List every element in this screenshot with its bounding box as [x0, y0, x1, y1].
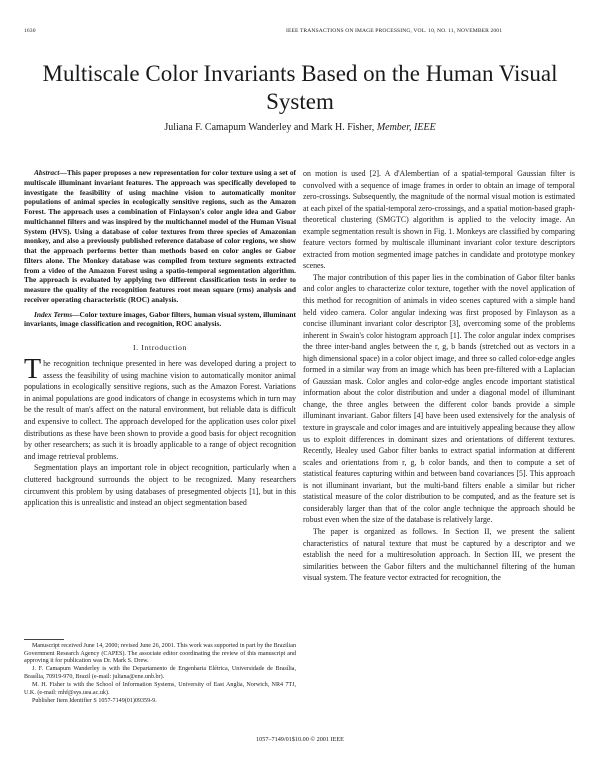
right-paragraph-1: on motion is used [2]. A d'Alembertian of a spatial-temporal Gaussian filter is convolved with a sequence of image frames in order to obtain an image of temporal zero-crossings. Subsequently, the magnitude of the normal visual motion is estimated at each pixel of the spatial-temporal zero-crossings, and a spatial motion-based graph-theoretical clustering (SMGTC) algorithm is applied to the velocity image. An example segmentation result is shown in Fig. 1. Monkeys are classified by comparing feature vectors formed by multiscale illuminant invariant color texture descriptors extracted from motion segmented image patches in candidate and prototype monkey scenes.: [303, 169, 575, 271]
author-membership: Member, IEEE: [376, 122, 436, 133]
journal-header: IEEE TRANSACTIONS ON IMAGE PROCESSING, VOL. 10, NO. 11, NOVEMBER 2001: [286, 28, 503, 34]
page-number: 1630: [24, 28, 36, 34]
abstract: [24, 168, 296, 305]
footnote-publisher-id: Publisher Item Identifier S 1057-7149(01)09359-9.: [32, 697, 157, 704]
author-names: Juliana F. Camapum Wanderley and Mark H. Fisher,: [164, 122, 377, 133]
intro-paragraph-2: Segmentation plays an important role in object recognition, particularly when a cluttered background surrounds the object to be recognized. Many researchers circumvent this problem by using databases of presegmented objects [1], but in this application this is unrealistic and instead an object segmentation based: [24, 463, 296, 508]
footnote-author-2: M. H. Fisher is with the School of Information Systems, University of East Anglia, Norwich, NR4 7TJ, U.K. (e-mail: mhf@sys.uea.ac.uk).: [24, 681, 296, 696]
right-paragraph-2: The major contribution of this paper lies in the combination of Gabor filter banks and color angles to characterize color texture, together with the novel application of this method for recognition of animals in video scenes captured with a simple hand held video camera. Color angular indexing was first proposed by Finlayson as a concise illuminant invariant color descriptor [3], overcoming some of the problems inherent in Swain's color histogram approach [1]. The color angular index comprises the three inter-band angles between the r, g, b bands (stretched out as vectors in a high dimensional space) in a color object image, and three so called color-edge angles formed in a similar way from an image which has been pre-filtered with a Laplacian of Gaussian mask. Color angles and color-edge angles encode important statistical information about the color distribution and under a diagonal model of illuminant change, the three angles between the different color bands provide a simple illuminant invariant. Gabor filters [4] have been used extensively for the analysis of texture in grayscale and color images and are intuitively appealing because they allow us to exploit differences in dominant sizes and orientations of different textures. Recently, Healey used Gabor filter banks to extract spatial information at different scales and orientations from r, g, b color bands, and then to compute a set of statistical features capturing within and between band covariances [5]. This approach is not illuminant invariant, but the multi-band filters enable a similar but richer statistical measure of the color distribution to be computed, and as the feature set is considerably larger than that of the color angle technique the approach should be robust even when the size of the database is relatively large.: [303, 272, 575, 525]
index-terms-text: Color texture images, Gabor filters, human visual system, illuminant invariants, image classification and recognition, ROC analysis.: [24, 309, 296, 329]
footnotes: [24, 643, 296, 706]
intro-paragraph-1: The recognition technique presented in here was developed during a project to assess the feasibility of using machine vision to automatically monitor animal populations in ecologically sensitive regions, such as the Amazon Forest. Variations in animal populations are good indicators of change in ecosystems which in turn may be the result of man's affect on the natural environment, but reliable data is difficult and expensive to collect. The approach developed for the application uses color pixel distributions as these have been shown to provide a good basis for object recognition by other researchers; as such it is broadly applicable to a range of object recognition and image retrieval problems.: [24, 354, 296, 461]
index-terms: [24, 310, 296, 330]
footnote-manuscript: Manuscript received June 14, 2000; revised June 26, 2001. This work was supported in part by the Brazilian Government Research Agency (CAPES). The associate editor coordinating the review of this manuscript and approving it for publication was Dr. Mark S. Drew.: [24, 643, 296, 665]
footnote-rule: [24, 639, 64, 640]
right-paragraph-3: The paper is organized as follows. In Section II, we present the salient characteristics of natural texture that must be captured by a descriptor and we establish the need for a multiresolution approach. In Section III, we present the similarities between the Gabor filters and the multichannel filtering of the human visual system. The feature vector extracted for recognition, the: [303, 526, 575, 583]
footnote-author-1: J. F. Camapum Wanderley is with the Departamento de Engenharia Elétrica, Universidade de Brasília, Brasília, 70919-970, Brazil (e-mail: juliana@ene.unb.br).: [24, 666, 296, 680]
left-column: [24, 168, 296, 509]
index-terms-label: Index Terms—: [34, 309, 80, 319]
paper-title: Multiscale Color Invariants Based on the Human Visual System: [42, 61, 558, 114]
copyright-line: 1057–7149/01$10.00 © 2001 IEEE: [256, 736, 344, 743]
abstract-label: Abstract—: [34, 168, 67, 177]
abstract-text: This paper proposes a new representation for color texture using a set of multiscale illuminant invariant features. The approach was specifically developed to investigate the feasibility of using machine vision to automatically monitor populations of animal species in ecologically sensitive regions, such as the Amazon Forest. The approach uses a combination of Finlayson's color angle idea and Gabor multichannel filters and was inspired by the multichannel model of the Human Visual System (HVS). Using a database of color textures from three species of Amazonian monkey, and also a previously published reference database of color regions, we show that the approach performs better than methods based on color angles or Gabor filters alone. The Monkey database was compiled from texture segments extracted from a video of the Amazon Forest using a spatio-temporal segmentation algorithm. The approach is evaluated by applying two different classification tests in order to measure the quality of the recognition features root mean square (rms) analysis and receiver operating characteristic (ROC) analysis.: [24, 168, 296, 304]
section-heading-introduction: I. Introduction: [132, 343, 188, 352]
right-column: [303, 168, 575, 584]
author-line: [40, 122, 560, 134]
